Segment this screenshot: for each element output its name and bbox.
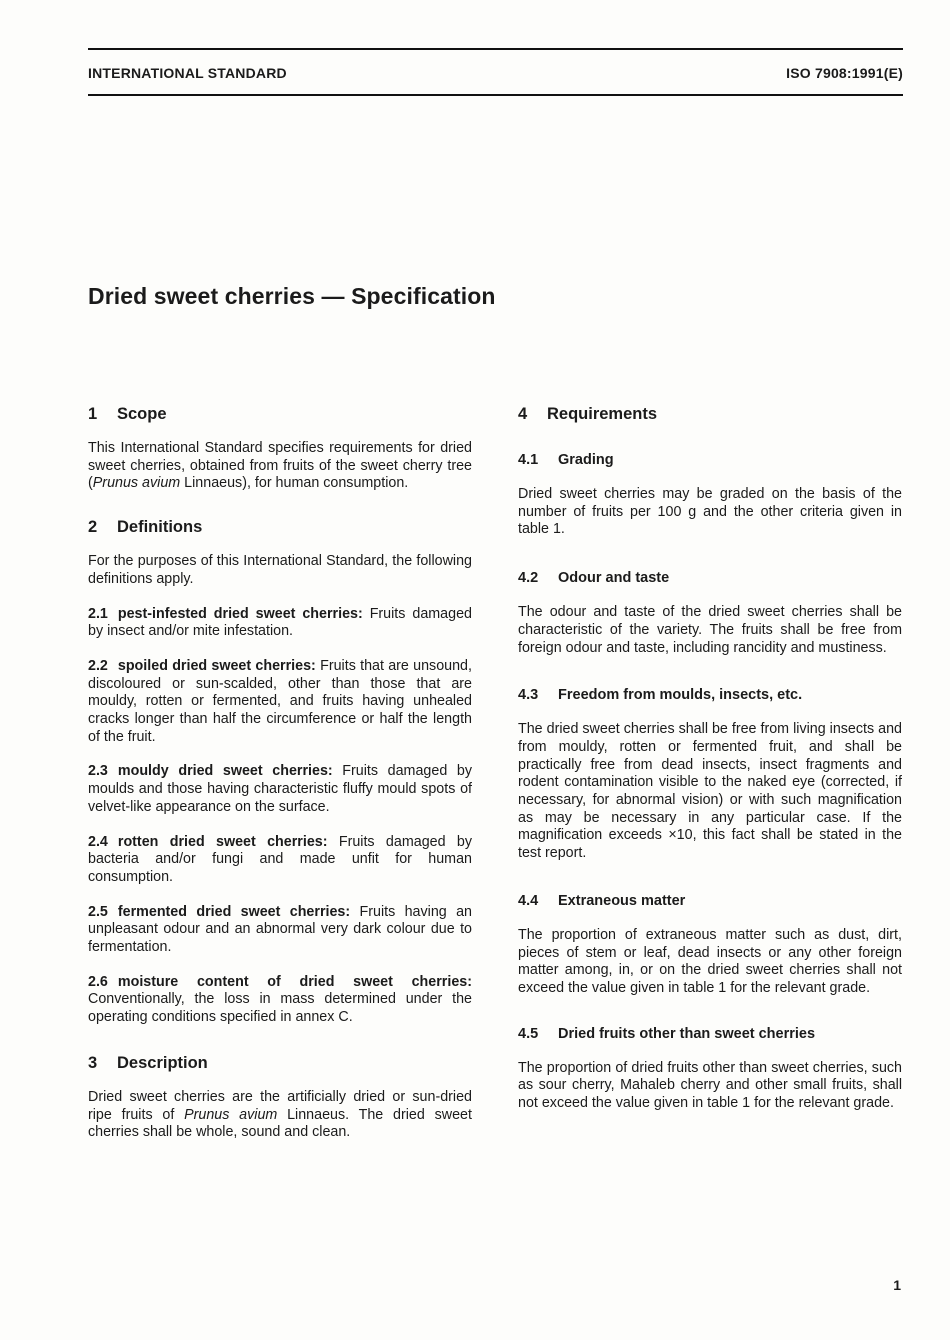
definition-2-2 — [88, 658, 472, 747]
description-text-a: Dried sweet cherries are the artificially dried or sun-dried ripe fruits of — [88, 1088, 472, 1123]
section-title: Description — [117, 1053, 208, 1072]
subsection-number: 4.5 — [518, 1025, 539, 1042]
definition-term: rotten dried sweet cherries: — [117, 833, 328, 850]
description-paragraph — [88, 1089, 472, 1142]
section-number: 4 — [518, 405, 528, 423]
header-rule-bottom — [88, 94, 903, 96]
definition-number: 2.4 — [88, 833, 108, 850]
subsection-heading-grading — [518, 451, 902, 469]
subsection-number: 4.1 — [518, 452, 539, 468]
grading-paragraph: Dried sweet cherries may be graded on the basis of the number of fruits per 100 g and the other criteria given in table 1. — [518, 486, 902, 538]
header-standard-number: ISO 7908:1991(E) — [786, 65, 903, 81]
subsection-heading-other-dried-fruits — [518, 1025, 902, 1043]
definition-term: moisture content of dried sweet cherries: — [117, 973, 472, 990]
subsection-number: 4.3 — [518, 687, 539, 704]
subsection-number: 4.2 — [518, 570, 539, 587]
definition-2-5 — [88, 904, 472, 957]
subsection-number: 4.4 — [518, 892, 539, 909]
definition-number: 2.5 — [88, 903, 108, 920]
description-species-name: Prunus avium — [184, 1106, 278, 1123]
definitions-intro: For the purposes of this International Standard, the following definitions apply. — [88, 553, 472, 587]
definition-number: 2.1 — [88, 605, 108, 622]
extraneous-matter-paragraph: The proportion of extraneous matter such as dust, dirt, pieces of stem or leaf, dead insects or any other foreign matter among, in, or on the dried sweet cherries shall not exceed the value given in table 1 for the relevant grade. — [518, 926, 902, 996]
section-title: Scope — [117, 405, 167, 423]
section-heading-scope — [88, 404, 472, 424]
definition-text: Fruits having an unpleasant odour and an abnormal very dark colour due to fermentation. — [88, 903, 472, 956]
subsection-heading-extraneous-matter — [518, 892, 902, 910]
section-heading-definitions — [88, 517, 472, 537]
section-number: 1 — [88, 405, 98, 423]
definition-text: Conventionally, the loss in mass determined under the operating conditions specified in annex C. — [88, 991, 472, 1026]
definition-2-1 — [88, 606, 472, 641]
definition-text: Fruits damaged by insect and/or mite infestation. — [88, 605, 472, 640]
subsection-title: Extraneous matter — [558, 892, 686, 909]
odour-taste-paragraph: The odour and taste of the dried sweet cherries shall be characteristic of the variety. The fruits shall be free from foreign odour and taste, including rancidity and mustiness. — [518, 604, 902, 656]
definition-2-3 — [88, 763, 472, 816]
header-document-type: INTERNATIONAL STANDARD — [88, 65, 287, 81]
section-title: Requirements — [547, 405, 658, 423]
definition-number: 2.3 — [88, 763, 108, 780]
description-text-b: Linnaeus. The dried sweet cherries shall be whole, sound and clean. — [88, 1106, 472, 1141]
subsection-heading-freedom-moulds — [518, 686, 902, 704]
subsection-heading-odour-taste — [518, 569, 902, 587]
header-rule-top — [88, 48, 903, 50]
scope-paragraph — [88, 440, 472, 493]
definition-text: Fruits that are unsound, discoloured or sun-scalded, other than those that are mouldy, rotten or fermented, and fruits having unhealed cracks longer than half the circumference or half the length of the fruit. — [88, 657, 472, 745]
definition-term: fermented dried sweet cherries: — [117, 903, 351, 920]
definition-2-4 — [88, 834, 472, 887]
definition-term: spoiled dried sweet cherries: — [117, 657, 316, 674]
subsection-title: Grading — [558, 452, 614, 468]
subsection-title: Dried fruits other than sweet cherries — [558, 1025, 816, 1042]
definition-text: Fruits damaged by moulds and those having characteristic fluffy mould spots of velvet-like appearance on the surface. — [88, 763, 472, 815]
section-number: 3 — [88, 1053, 98, 1072]
freedom-moulds-paragraph: The dried sweet cherries shall be free from living insects and from mouldy, rotten or fermented fruit, and shall be practically free from dead insects, insect fragments and rodent contamination visible to the naked eye (corrected, if necessary, for abnormal vision) or with such magnification as may be necessary in any particular case. If the magnification exceeds ×10, this fact shall be stated in the test report. — [518, 721, 902, 862]
definition-term: pest-infested dried sweet cherries: — [117, 605, 363, 622]
definition-term: mouldy dried sweet cherries: — [117, 763, 333, 780]
section-heading-requirements — [518, 404, 902, 424]
scope-species-name: Prunus avium — [92, 475, 181, 492]
left-column — [88, 404, 472, 1142]
section-heading-description — [88, 1053, 472, 1073]
scope-text-a: This International Standard specifies requirements for dried sweet cherries, obtained from fruits of the sweet cherry tree ( — [88, 440, 472, 492]
definition-number: 2.6 — [88, 973, 108, 990]
section-number: 2 — [88, 518, 98, 537]
definition-text: Fruits damaged by bacteria and/or fungi and made unfit for human consumption. — [88, 833, 472, 885]
other-dried-fruits-paragraph: The proportion of dried fruits other than sweet cherries, such as sour cherry, Mahaleb cherry and other small fruits, shall not exceed the value given in table 1 for the relevant grade. — [518, 1059, 902, 1112]
document-title: Dried sweet cherries — Specification — [88, 283, 496, 309]
definition-number: 2.2 — [88, 657, 108, 674]
scope-text-b: Linnaeus), for human consumption. — [180, 475, 409, 492]
subsection-title: Freedom from moulds, insects, etc. — [558, 687, 803, 704]
definition-2-6 — [88, 974, 472, 1027]
section-title: Definitions — [117, 518, 203, 537]
subsection-title: Odour and taste — [558, 570, 670, 587]
right-column — [518, 404, 902, 1113]
page-number: 1 — [893, 1277, 901, 1293]
